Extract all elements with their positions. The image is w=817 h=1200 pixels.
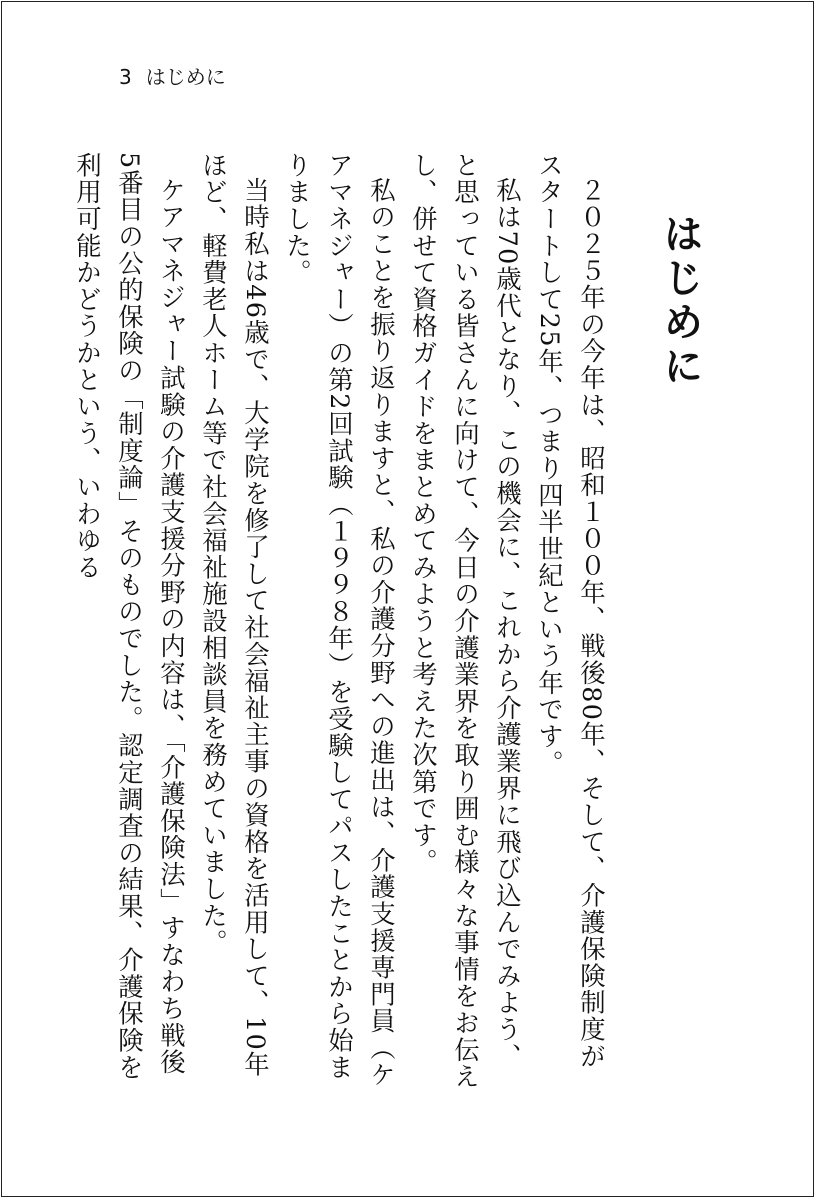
paragraph: 当時私は46歳で、大学院を修了して社会福祉主事の資格を活用して、10年ほど、軽費老人ホーム等で社会福祉施設相談員を務めていました。 [199, 152, 271, 1079]
running-header [119, 64, 226, 90]
book-page [1, 1, 814, 1197]
chapter-title: はじめに [657, 213, 703, 389]
running-header-title: はじめに [145, 65, 226, 89]
paragraph: ２０２５年の今年は、昭和１００年、戦後80年、そして、介護保険制度がスタートして25年、つまり四半世紀という年です。 [535, 152, 607, 1071]
paragraph: 私のことを振り返りますと、私の介護分野への進出は、介護支援専門員（ケアマネジャー）の第2回試験（１９９８年）を受験してパスしたことから始まりました。 [283, 152, 397, 1089]
paragraph: 私は70歳代となり、この機会に、これから介護業界に飛び込んでみよう、と思っている皆さんに向けて、今日の介護業界を取り囲む様々な事情をお伝えし、併せて資格ガイドをまとめてみようと考えた次第です。 [409, 152, 523, 1090]
page-number: 3 [119, 65, 132, 89]
paragraph: ケアマネジャー試験の介護支援分野の内容は、「介護保険法」すなわち戦後5番目の公的保険の「制度論」そのものでした。認定調査の結果、介護保険を利用可能かどうかという、いわゆる [73, 152, 187, 1081]
body-text [67, 152, 613, 1092]
